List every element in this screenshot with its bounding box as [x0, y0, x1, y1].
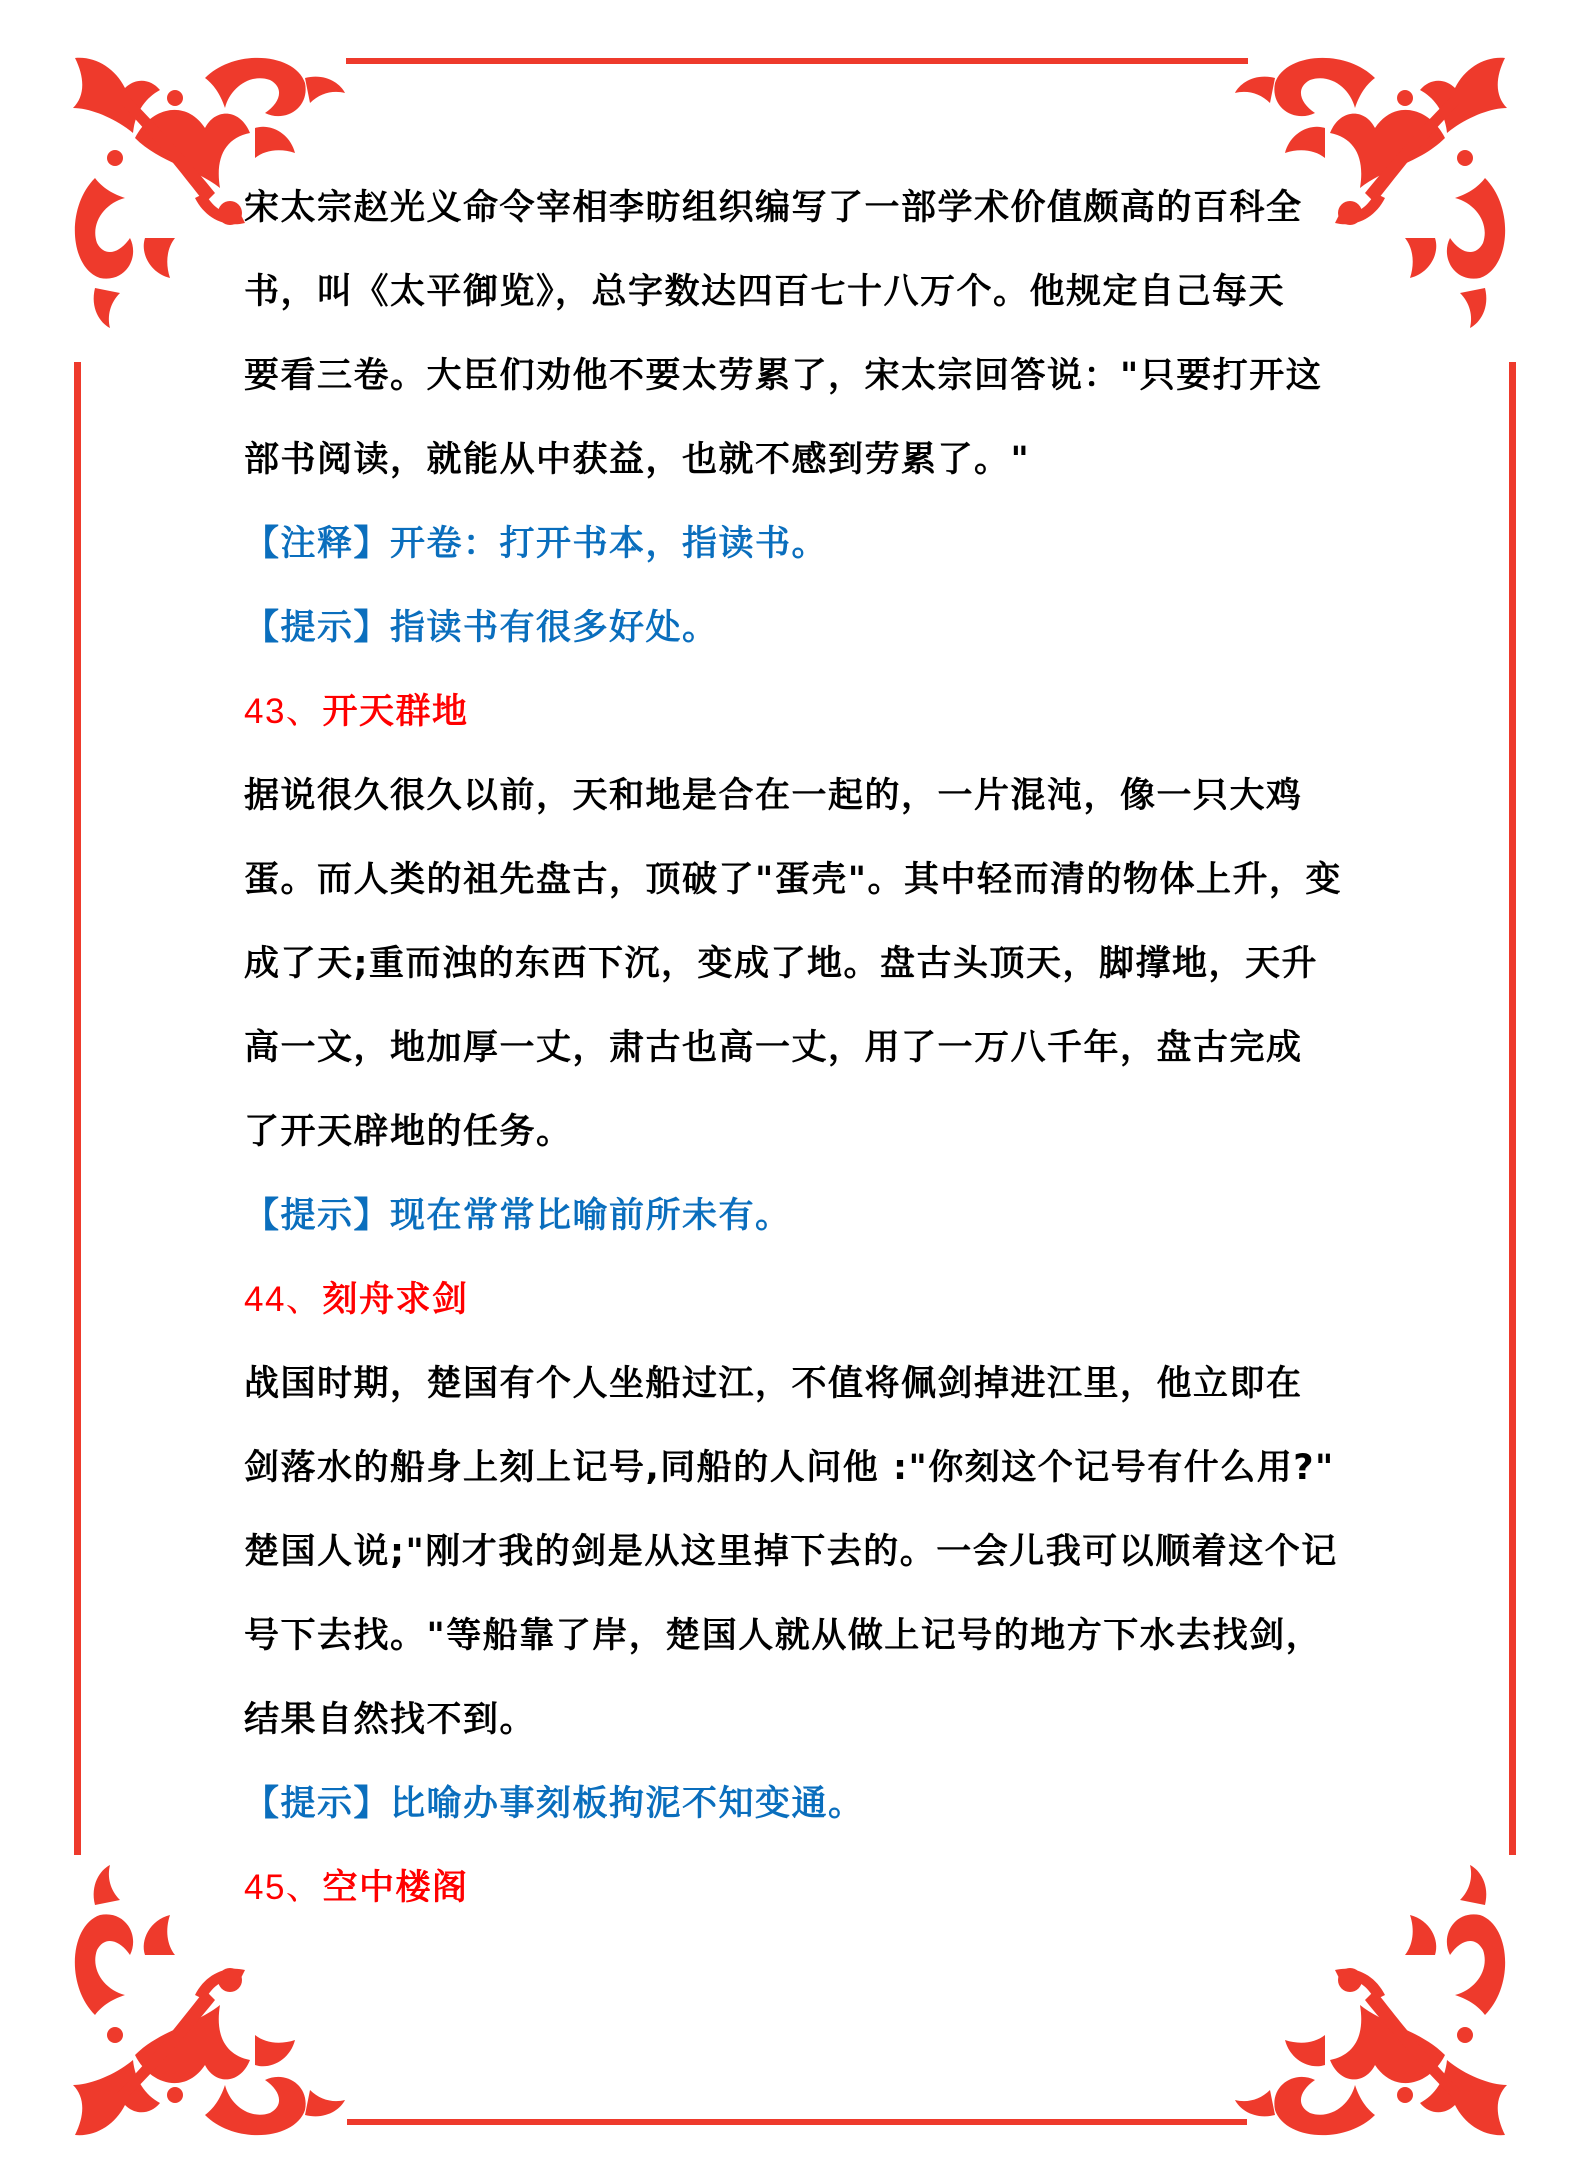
- body-line: 书，叫《太平御览》，总字数达四百七十八万个。他规定自己每天: [244, 272, 1286, 312]
- body-line: 剑落水的船身上刻上记号,同船的人问他 :"你刻这个记号有什么用?": [244, 1448, 1335, 1488]
- body-line: 部书阅读，就能从中获益，也就不感到劳累了。": [244, 440, 1031, 480]
- idiom-heading: [244, 1272, 1359, 1356]
- story-paragraph: [244, 768, 1359, 1188]
- story-paragraph: [244, 1356, 1359, 1776]
- annotation-note: 【注释】开卷：打开书本，指读书。: [244, 524, 829, 564]
- frame-line-right: [1509, 362, 1516, 1855]
- hint-note: 【提示】比喻办事刻板拘泥不知变通。: [244, 1784, 865, 1824]
- idiom-number: 43、: [244, 692, 323, 731]
- body-line: 楚国人说;"刚才我的剑是从这里掉下去的。一会儿我可以顺着这个记: [244, 1532, 1338, 1572]
- body-line: 蛋。而人类的祖先盘古，顶破了"蛋壳"。其中轻而清的物体上升，变: [244, 860, 1342, 900]
- hint-note: 【提示】现在常常比喻前所未有。: [244, 1196, 792, 1236]
- body-line: 高一文，地加厚一丈，肃古也高一丈，用了一万八千年，盘古完成: [244, 1028, 1303, 1068]
- story-paragraph: [244, 180, 1359, 516]
- idiom-heading: [244, 684, 1359, 768]
- idiom-heading: [244, 1860, 1359, 1944]
- body-line: 号下去找。"等船靠了岸，楚国人就从做上记号的地方下水去找剑，: [244, 1616, 1323, 1656]
- idiom-title: 开天群地: [322, 692, 469, 732]
- hint-note: 【提示】指读书有很多好处。: [244, 608, 719, 648]
- idiom-number: 45、: [244, 1868, 323, 1907]
- body-line: 要看三卷。大臣们劝他不要太劳累了，宋太宗回答说："只要打开这: [244, 356, 1323, 396]
- frame-line-bottom: [347, 2119, 1247, 2125]
- body-line: 据说很久很久以前，天和地是合在一起的，一片混沌，像一只大鸡: [244, 776, 1303, 816]
- idiom-title: 刻舟求剑: [322, 1280, 469, 1320]
- body-line: 成了天;重而浊的东西下沉，变成了地。盘古头顶天，脚撑地，天升: [244, 944, 1318, 984]
- idiom-title: 空中楼阁: [322, 1868, 469, 1908]
- document-body: [244, 180, 1359, 1944]
- body-line: 宋太宗赵光义命令宰相李昉组织编写了一部学术价值颇高的百科全: [244, 188, 1303, 228]
- idiom-number: 44、: [244, 1280, 323, 1319]
- frame-line-top: [346, 58, 1248, 64]
- body-line: 结果自然找不到。: [244, 1700, 537, 1740]
- body-line: 了开天辟地的任务。: [244, 1112, 573, 1152]
- body-line: 战国时期，楚国有个人坐船过江，不值将佩剑掉进江里，他立即在: [244, 1364, 1303, 1404]
- frame-line-left: [74, 362, 81, 1855]
